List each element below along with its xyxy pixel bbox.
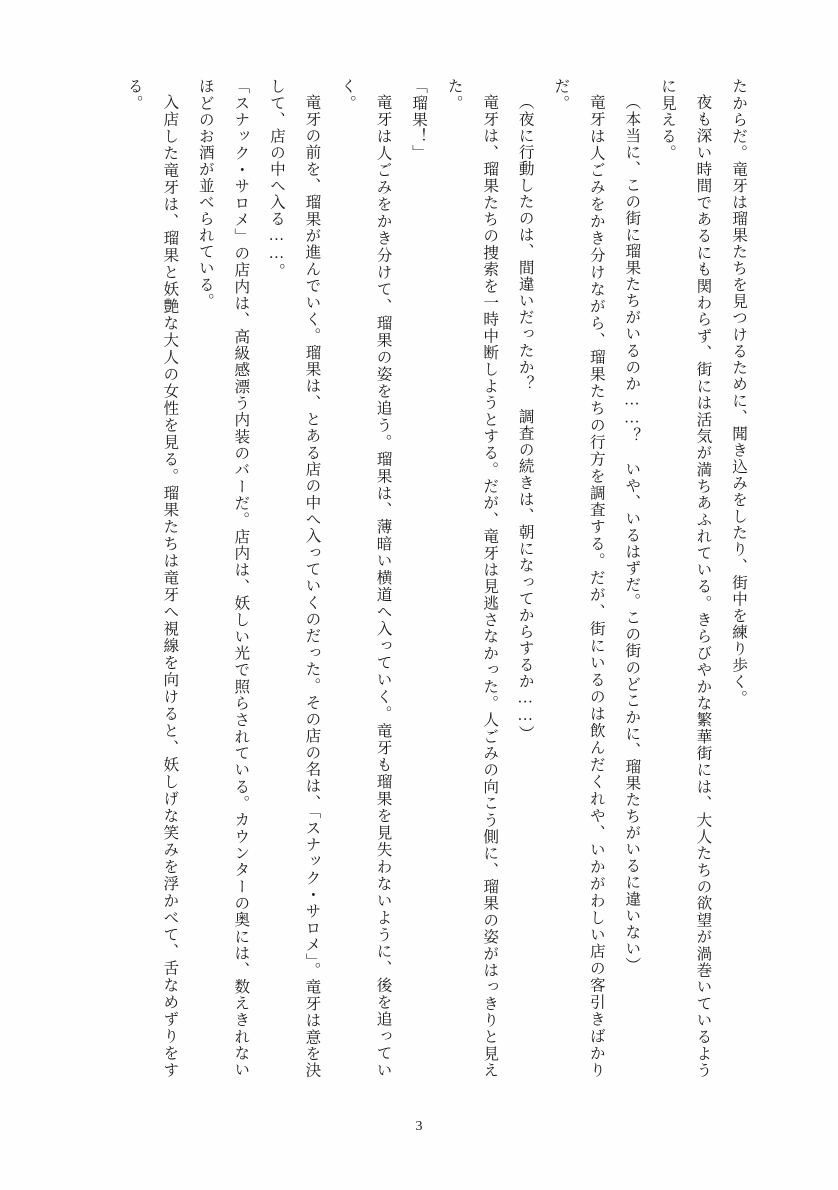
- paragraph: 竜牙は人ごみをかき分けて、瑠果の姿を追う。瑠果は、薄暗い横道へ入っていく。竜牙も瑠果を見失わないように、後を追っていく。: [338, 78, 392, 1078]
- paragraph: 竜牙は、瑠果たちの捜索を一時中断しようとする。だが、竜牙は見逃さなかった。人ごみの向こう側に、瑠果の姿がはっきりと見えた。: [445, 78, 499, 1078]
- paragraph: たからだ。竜牙は瑠果たちを見つけるために、聞き込みをしたり、街中を練り歩く。: [730, 78, 747, 707]
- paragraph-dialogue: 「瑠果！」: [410, 78, 428, 161]
- novel-body-text: [96, 78, 756, 1078]
- paragraph: 夜も深い時間であるにも関わらず、街には活気が満ちあふれている。きらびやかな繁華街には、大人たちの欲望が渦巻いているように見える。: [658, 78, 712, 1078]
- paragraph: 入店した竜牙は、瑠果と妖艶な大人の女性を見る。瑠果たちは竜牙へ視線を向けると、妖しげな笑みを浮かべて、舌なめずりをする。: [125, 78, 179, 1078]
- page-number: 3: [415, 1119, 423, 1134]
- paragraph: （夜に行動したのは、間違いだったか？ 調査の続きは、朝になってからするか……）: [516, 93, 534, 742]
- paragraph: （本当に、この街に瑠果たちがいるのか……？ いや、いるはずだ。この街のどこかに、瑠果たちがいるに違いない）: [623, 93, 641, 973]
- paragraph: 竜牙は人ごみをかき分けながら、瑠果たちの行方を調査する。だが、街にいるのは飲んだくれや、いかがわしい店の客引きばかりだ。: [552, 78, 605, 1078]
- paragraph: 竜牙の前を、瑠果が進んでいく。瑠果は、とある店の中へ入っていくのだった。その店の名は、「スナック・サロメ」。竜牙は意を決して、店の中へ入る……。: [267, 78, 321, 1078]
- paragraph: 「スナック・サロメ」の店内は、高級感漂う内装のバーだ。店内は、妖しい光で照らされている。カウンターの奥には、数えきれないほどのお酒が並べられている。: [196, 78, 250, 1078]
